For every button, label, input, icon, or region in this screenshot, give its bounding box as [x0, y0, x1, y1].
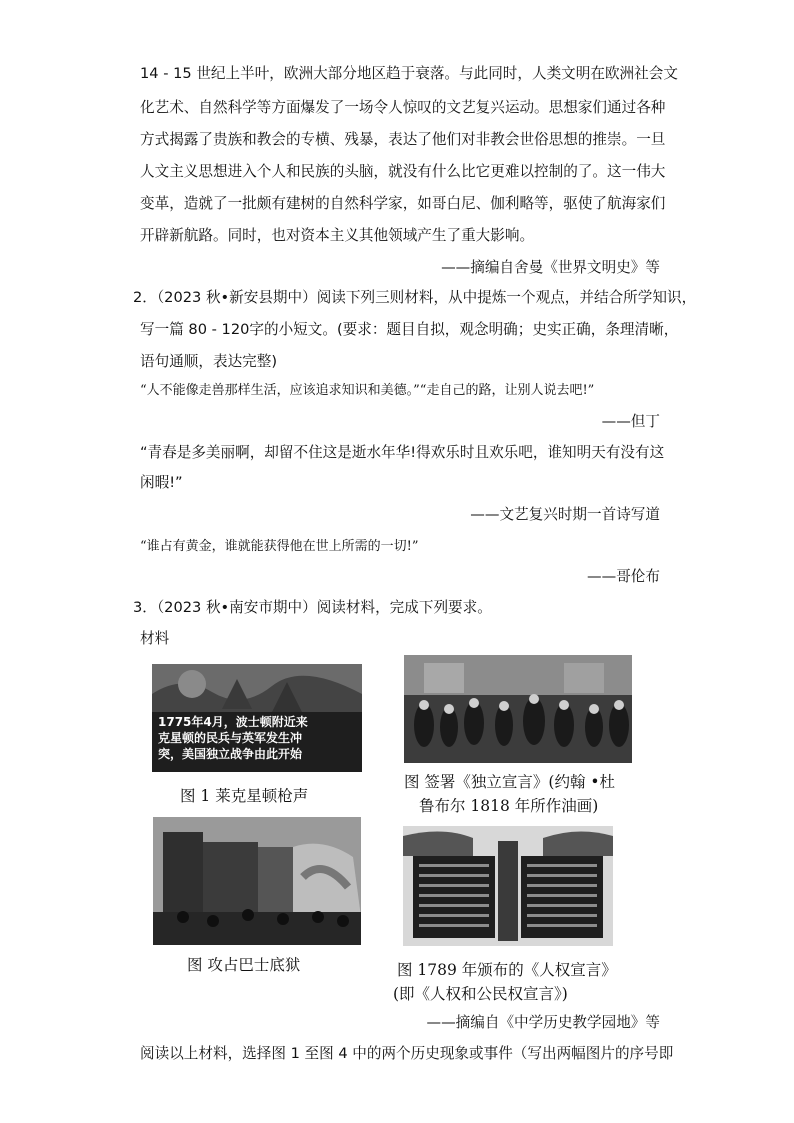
question3-header: 3．（2023 秋•南安市期中）阅读材料，完成下列要求。 — [133, 599, 492, 616]
figure1-lexington-image — [152, 664, 362, 772]
material-label: 材料 — [140, 630, 170, 647]
figure1-overlay-line-2: 克星顿的民兵与英军发生冲 — [158, 731, 303, 745]
figure4-caption-line-1: 图 1789 年颁布的《人权宣言》 — [397, 961, 617, 979]
figure2-caption-line-2: 鲁布尔 1818 年所作油画) — [419, 797, 599, 815]
quote-columbus: “谁占有黄金，谁就能获得他在世上所需的一切!” — [140, 539, 419, 554]
figure3-caption: 图 攻占巴士底狱 — [187, 956, 301, 974]
figure1-caption: 图 1 莱克星顿枪声 — [180, 787, 309, 805]
figure1-overlay-line-3: 突，美国独立战争由此开始 — [158, 747, 303, 761]
figure2-caption-line-1: 图 签署《独立宣言》(约翰 •杜 — [404, 773, 616, 791]
question3-source: ——摘编自《中学历史教学园地》等 — [426, 1014, 660, 1031]
question2-line-3: 语句通顺，表达完整) — [140, 353, 278, 370]
intro-line-6: 开辟新航路。同时，也对资本主义其他领域产生了重大影响。 — [140, 227, 535, 244]
intro-line-4: 人文主义思想进入个人和民族的头脑，就没有什么比它更难以控制的了。这一伟大 — [140, 163, 666, 180]
question2-line-1: 2．（2023 秋•新安县期中）阅读下列三则材料，从中提炼一个观点，并结合所学知识， — [133, 289, 697, 306]
quote-columbus-source: ——哥伦布 — [587, 568, 660, 585]
figure3-bastille-image — [153, 817, 361, 945]
quote-dante-source: ——但丁 — [601, 413, 660, 430]
question2-line-2: 写一篇 80 - 120字的小短文。(要求：题目自拟，观念明确；史实正确，条理清晰， — [140, 321, 679, 338]
quote-poem-line-2: 闲暇!” — [140, 474, 183, 491]
figure1-overlay-line-1: 1775年4月，波士顿附近来 — [158, 715, 308, 729]
intro-source: ——摘编自舍曼《世界文明史》等 — [441, 259, 660, 276]
intro-line-3: 方式揭露了贵族和教会的专横、残暴，表达了他们对非教会世俗思想的推崇。一旦 — [140, 131, 666, 148]
quote-dante: “人不能像走兽那样生活，应该追求知识和美德。”“走自己的路，让别人说去吧!” — [140, 383, 595, 398]
figure4-caption-line-2: (即《人权和公民权宣言》) — [393, 985, 568, 1003]
intro-line-5: 变革，造就了一批颇有建树的自然科学家，如哥白尼、伽利略等，驱使了航海家们 — [140, 195, 666, 212]
intro-line-1: 14 - 15 世纪上半叶，欧洲大部分地区趋于衰落。与此同时，人类文明在欧洲社会文 — [140, 65, 678, 82]
quote-poem-line-1: “青春是多美丽啊，却留不住这是逝水年华!得欢乐时且欢乐吧，谁知明天有没有这 — [140, 444, 665, 461]
figure4-rights-declaration-image — [403, 826, 613, 946]
quote-poem-source: ——文艺复兴时期一首诗写道 — [470, 506, 660, 523]
question3-instruction: 阅读以上材料，选择图 1 至图 4 中的两个历史现象或事件（写出两幅图片的序号即 — [140, 1045, 674, 1062]
figure2-declaration-painting — [404, 655, 632, 763]
intro-line-2: 化艺术、自然科学等方面爆发了一场令人惊叹的文艺复兴运动。思想家们通过各种 — [140, 99, 666, 116]
